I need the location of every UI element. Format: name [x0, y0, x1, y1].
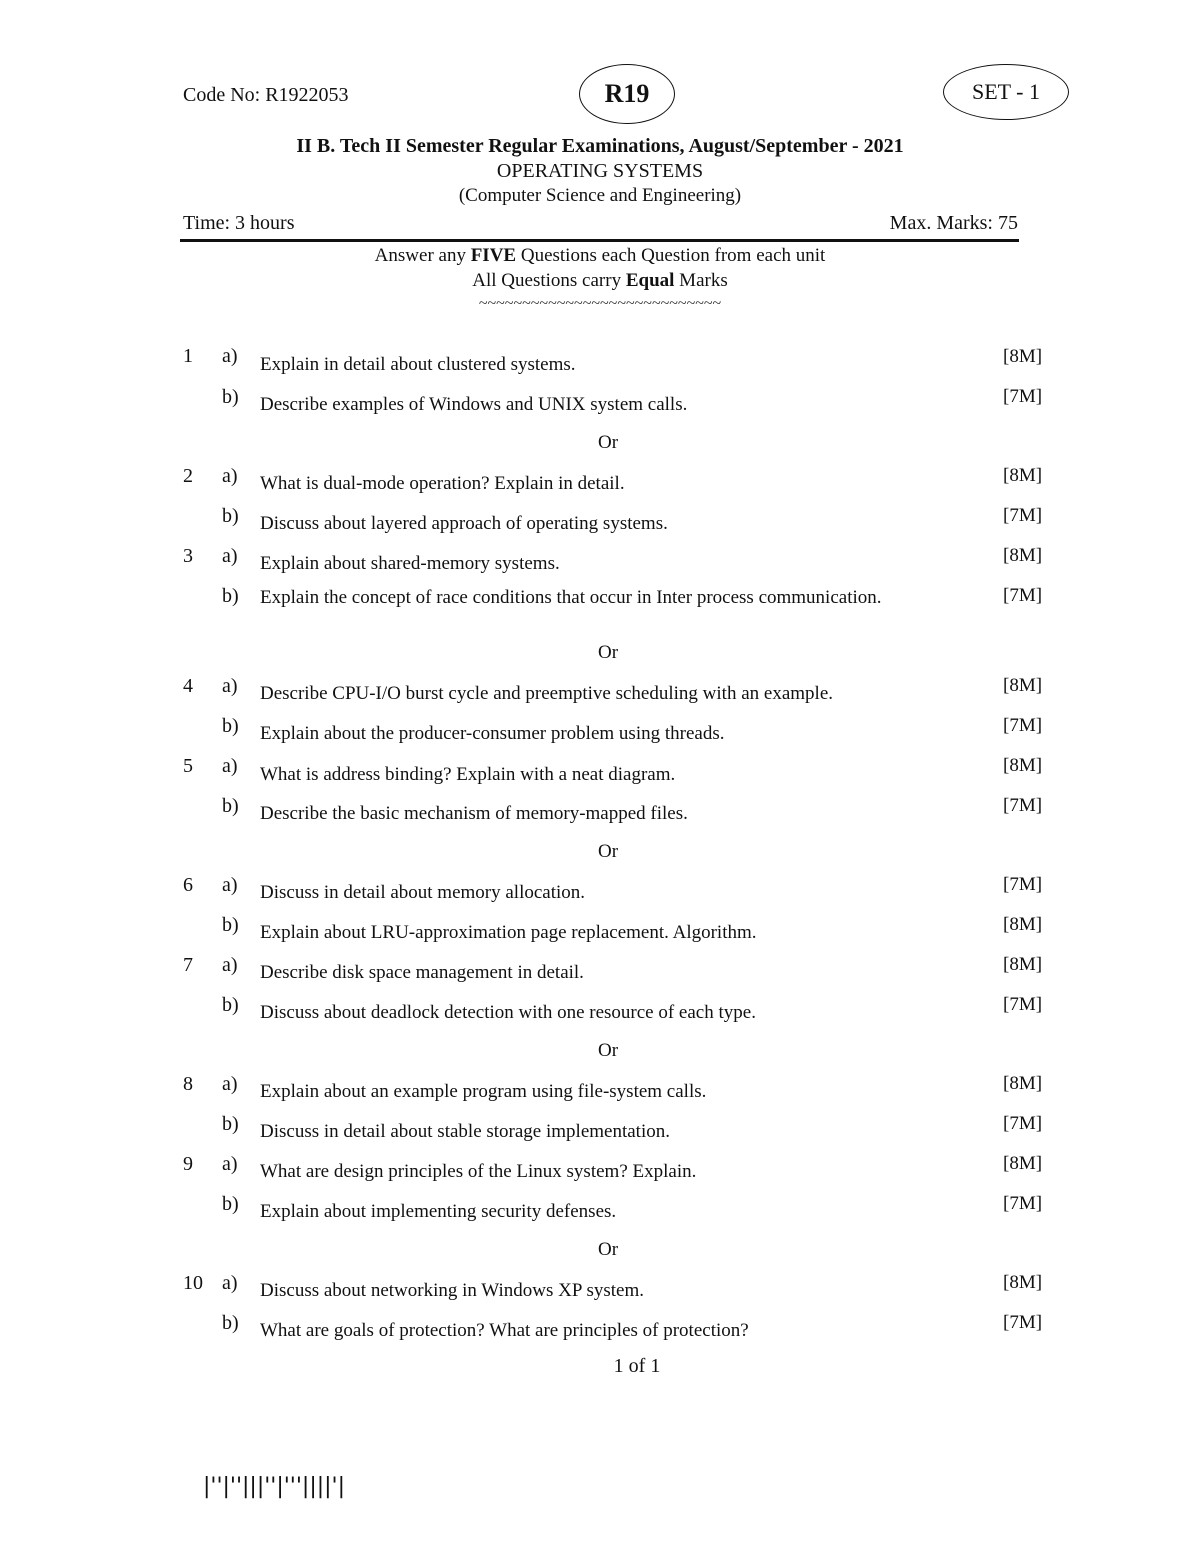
- question-text: Describe the basic mechanism of memory-mapped files.: [260, 803, 688, 824]
- part-label: b): [222, 715, 239, 737]
- question-text: Discuss about layered approach of operating systems.: [260, 513, 668, 534]
- question-number: 1: [183, 345, 193, 367]
- part-label: a): [222, 545, 238, 567]
- question-number: 8: [183, 1073, 193, 1095]
- question-number: 10: [183, 1272, 203, 1294]
- part-label: b): [222, 1113, 239, 1135]
- part-label: b): [222, 914, 239, 936]
- part-label: a): [222, 465, 238, 487]
- part-label: b): [222, 386, 239, 408]
- question-marks: [8M]: [1003, 346, 1043, 367]
- question-marks: [7M]: [1003, 386, 1043, 407]
- question-text: Explain about the producer-consumer problem using threads.: [260, 723, 725, 744]
- question-marks: [7M]: [1003, 505, 1043, 526]
- question-number: 5: [183, 755, 193, 777]
- part-label: a): [222, 1153, 238, 1175]
- part-label: b): [222, 505, 239, 527]
- or-separator: Or: [597, 432, 619, 453]
- branch-name: (Computer Science and Engineering): [458, 185, 742, 206]
- question-text: What is dual-mode operation? Explain in detail.: [260, 473, 625, 494]
- question-text: Describe examples of Windows and UNIX system calls.: [260, 394, 688, 415]
- page-number: 1 of 1: [613, 1355, 661, 1377]
- max-marks: Max. Marks: 75: [889, 212, 1018, 234]
- regulation-badge: R19: [579, 64, 675, 124]
- exam-duration: Time: 3 hours: [183, 212, 295, 234]
- question-text: What are goals of protection? What are principles of protection?: [260, 1320, 749, 1341]
- question-text: Describe CPU-I/O burst cycle and preemptive scheduling with an example.: [260, 683, 833, 704]
- question-text: Discuss about networking in Windows XP system.: [260, 1280, 644, 1301]
- question-marks: [8M]: [1003, 675, 1043, 696]
- question-text: Discuss in detail about stable storage implementation.: [260, 1121, 670, 1142]
- question-text: Discuss about deadlock detection with one resource of each type.: [260, 1002, 756, 1023]
- question-marks: [7M]: [1003, 1312, 1043, 1333]
- barcode: |''|''|||''|'''||||'|: [203, 1474, 346, 1499]
- question-marks: [8M]: [1003, 954, 1043, 975]
- question-marks: [7M]: [1003, 874, 1043, 895]
- question-marks: [8M]: [1003, 1073, 1043, 1094]
- question-text: Discuss in detail about memory allocation.: [260, 882, 586, 903]
- question-marks: [7M]: [1003, 795, 1043, 816]
- question-number: 3: [183, 545, 193, 567]
- part-label: b): [222, 585, 239, 607]
- part-label: a): [222, 755, 238, 777]
- question-text: Explain about LRU-approximation page replacement. Algorithm.: [260, 922, 757, 943]
- or-separator: Or: [597, 642, 619, 663]
- question-text: Explain about implementing security defenses.: [260, 1201, 617, 1222]
- question-marks: [8M]: [1003, 755, 1043, 776]
- question-marks: [8M]: [1003, 545, 1043, 566]
- question-text: Describe disk space management in detail.: [260, 962, 584, 983]
- question-marks: [7M]: [1003, 585, 1043, 606]
- question-marks: [8M]: [1003, 1153, 1043, 1174]
- part-label: a): [222, 874, 238, 896]
- part-label: a): [222, 1272, 238, 1294]
- instruction-divider: ~~~~~~~~~~~~~~~~~~~~~~~~~~~~: [478, 295, 722, 312]
- part-label: a): [222, 1073, 238, 1095]
- question-number: 7: [183, 954, 193, 976]
- part-label: b): [222, 994, 239, 1016]
- instruction-line-1: Answer any FIVE Questions each Question from each unit: [374, 245, 826, 266]
- question-marks: [7M]: [1003, 1193, 1043, 1214]
- set-badge: SET - 1: [943, 64, 1069, 120]
- question-text: What is address binding? Explain with a neat diagram.: [260, 764, 676, 785]
- subject-title: OPERATING SYSTEMS: [496, 160, 704, 182]
- question-text: Explain about an example program using file-system calls.: [260, 1081, 707, 1102]
- question-number: 6: [183, 874, 193, 896]
- part-label: b): [222, 795, 239, 817]
- part-label: b): [222, 1193, 239, 1215]
- question-marks: [8M]: [1003, 465, 1043, 486]
- question-number: 2: [183, 465, 193, 487]
- exam-title: II B. Tech II Semester Regular Examinations, August/September - 2021: [296, 135, 904, 157]
- part-label: b): [222, 1312, 239, 1334]
- instruction-line-2: All Questions carry Equal Marks: [472, 270, 728, 291]
- part-label: a): [222, 675, 238, 697]
- question-text: Explain about shared-memory systems.: [260, 553, 560, 574]
- question-marks: [8M]: [1003, 914, 1043, 935]
- or-separator: Or: [597, 841, 619, 862]
- or-separator: Or: [597, 1040, 619, 1061]
- question-number: 4: [183, 675, 193, 697]
- header-divider: [180, 239, 1019, 242]
- question-text: Explain in detail about clustered systems.: [260, 354, 576, 375]
- question-text: What are design principles of the Linux system? Explain.: [260, 1161, 697, 1182]
- question-marks: [7M]: [1003, 715, 1043, 736]
- question-number: 9: [183, 1153, 193, 1175]
- question-marks: [7M]: [1003, 994, 1043, 1015]
- question-text: Explain the concept of race conditions that occur in Inter process communication.: [260, 587, 882, 608]
- or-separator: Or: [597, 1239, 619, 1260]
- question-marks: [8M]: [1003, 1272, 1043, 1293]
- question-marks: [7M]: [1003, 1113, 1043, 1134]
- part-label: a): [222, 954, 238, 976]
- code-number: Code No: R1922053: [183, 84, 349, 106]
- part-label: a): [222, 345, 238, 367]
